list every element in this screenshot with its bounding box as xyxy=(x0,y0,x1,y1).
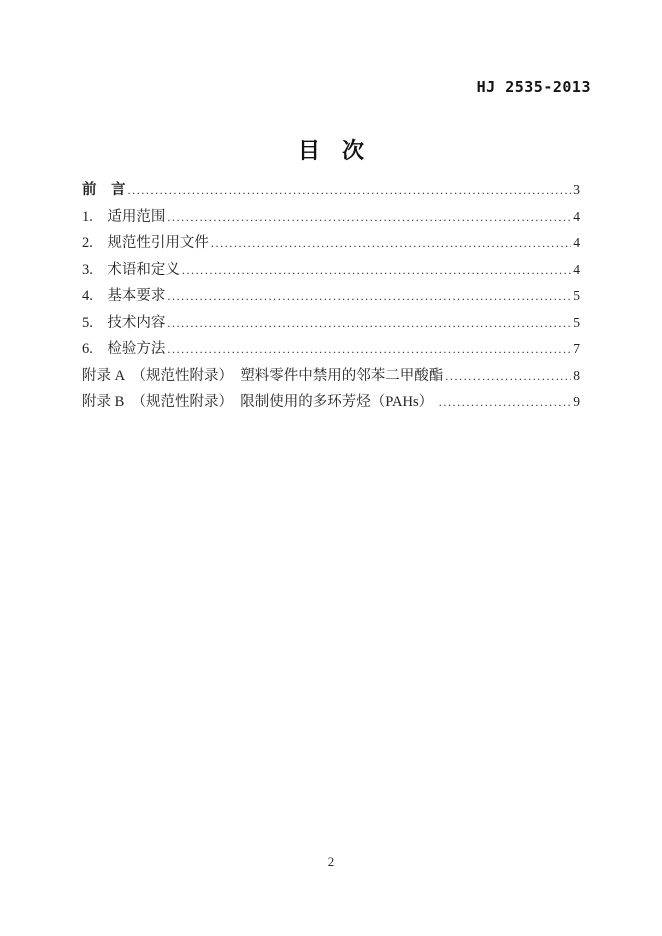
toc-entry-page: 5 xyxy=(573,314,580,330)
toc-entry xyxy=(82,363,580,390)
toc-entry xyxy=(82,283,580,310)
toc-entry-page: 4 xyxy=(573,235,580,250)
toc-entry xyxy=(82,257,580,284)
toc-entry xyxy=(82,310,580,337)
toc-entry-label: 6. 检验方法 xyxy=(82,341,166,357)
toc-entry-label: 附录 A （规范性附录） 塑料零件中禁用的邻苯二甲酸酯 xyxy=(82,367,444,384)
toc-dot-leader xyxy=(167,283,571,310)
toc-entry-page: 9 xyxy=(573,394,580,409)
toc-entry xyxy=(82,204,580,231)
toc-entry-page: 8 xyxy=(573,367,580,383)
standard-number: HJ 2535-2013 xyxy=(476,78,591,96)
toc-entry xyxy=(82,177,580,204)
toc-entry-page: 3 xyxy=(573,182,580,197)
toc-dot-leader xyxy=(445,363,571,390)
toc-entry-label: 2. 规范性引用文件 xyxy=(82,235,209,251)
toc-entry-page: 4 xyxy=(573,261,580,277)
toc-entry-label: 4. 基本要求 xyxy=(82,288,166,304)
toc-dot-leader xyxy=(167,336,571,363)
toc-dot-leader xyxy=(211,230,571,257)
toc-dot-leader xyxy=(439,389,572,416)
toc-entry-label: 5. 技术内容 xyxy=(82,314,166,331)
toc-entry-label: 3. 术语和定义 xyxy=(82,261,180,278)
page-title: 目 次 xyxy=(297,138,364,163)
toc-entry-page: 5 xyxy=(573,288,580,303)
toc-dot-leader xyxy=(128,177,572,204)
toc-entry-label: 前 言 xyxy=(82,182,126,198)
toc-dot-leader xyxy=(182,257,571,284)
toc-entry xyxy=(82,389,580,416)
toc-entry-page: 7 xyxy=(573,341,580,356)
toc-entry xyxy=(82,230,580,257)
toc-dot-leader xyxy=(167,310,571,337)
toc-entry-label: 附录 B （规范性附录） 限制使用的多环芳烃（PAHs） xyxy=(82,394,437,410)
toc-entry-label: 1. 适用范围 xyxy=(82,208,166,225)
toc-entry-page: 4 xyxy=(573,208,580,224)
toc-entry xyxy=(82,336,580,363)
footer-page-number: 2 xyxy=(327,854,335,869)
toc-dot-leader xyxy=(167,204,571,231)
table-of-contents xyxy=(82,177,580,416)
